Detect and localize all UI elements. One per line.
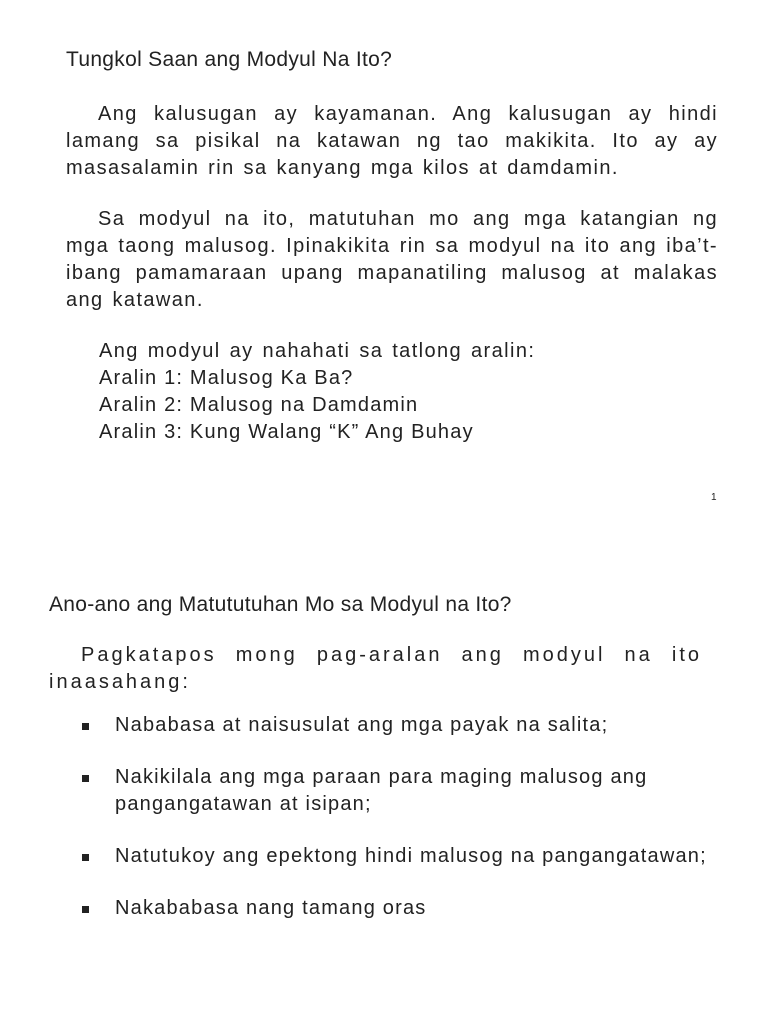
square-bullet-icon	[82, 723, 89, 730]
lesson-item: Aralin 1: Malusog Ka Ba?	[99, 367, 354, 389]
lessons-intro: Ang modyul ay nahahati sa tatlong aralin:	[99, 340, 536, 362]
objective-text: Nababasa at naisusulat ang mga payak na salita;	[115, 714, 609, 736]
square-bullet-icon	[82, 906, 89, 913]
paragraph-2-text: Sa modyul na ito, matutuhan mo ang mga katangian ng mga taong malusog. Ipinakikita rin sa modyul na ito ang iba’t-ibang pamamaraan upang mapanatiling malusog at malakas ang katawan.	[66, 208, 718, 311]
objective-item	[82, 895, 712, 922]
objective-text: Nakikilala ang mga paraan para maging malusog ang pangangatawan at isipan;	[115, 766, 648, 815]
objectives-intro	[49, 642, 702, 696]
objective-text: Natutukoy ang epektong hindi malusog na pangangatawan;	[115, 845, 707, 867]
objective-text: Nakababasa nang tamang oras	[115, 897, 427, 919]
paragraph-module-overview	[66, 206, 718, 314]
page-2-heading: Ano-ano ang Matututuhan Mo sa Modyul na Ito?	[49, 593, 512, 616]
objectives-intro-text: Pagkatapos mong pag-aralan ang modyul na ito inaasahang:	[49, 644, 702, 693]
objective-list	[82, 712, 712, 922]
paragraph-1-text: Ang kalusugan ay kayamanan. Ang kalusugan ay hindi lamang sa pisikal na katawan ng tao makikita. Ito ay ay masasalamin rin sa kanyang mga kilos at damdamin.	[66, 103, 718, 179]
page-1-heading: Tungkol Saan ang Modyul Na Ito?	[66, 48, 393, 71]
page-2	[0, 560, 768, 1024]
objective-item	[82, 764, 712, 818]
lesson-item: Aralin 3: Kung Walang “K” Ang Buhay	[99, 421, 474, 443]
lesson-list	[99, 365, 474, 446]
page-number: 1	[711, 492, 717, 503]
objective-item	[82, 712, 712, 739]
square-bullet-icon	[82, 854, 89, 861]
objective-item	[82, 843, 712, 870]
lesson-item: Aralin 2: Malusog na Damdamin	[99, 394, 419, 416]
paragraph-health-is-wealth	[66, 101, 718, 182]
square-bullet-icon	[82, 775, 89, 782]
